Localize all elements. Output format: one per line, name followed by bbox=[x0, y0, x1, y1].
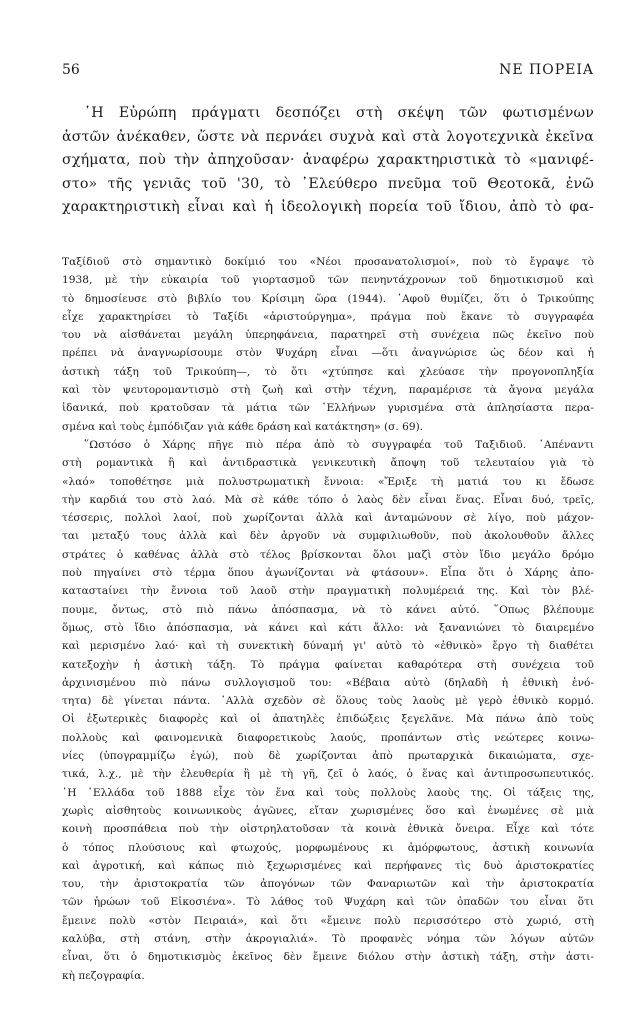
text-line: κοινὴ προσπάθεια ποὺ τὴν οἰστρηλατοῦσαν τὰ κοινὰ ἐθνικὰ ὄνειρα. Εἶχε καὶ τότε bbox=[62, 823, 594, 836]
text-line: τῶν ἡρώων τοῦ Εἰκοσιένα». Τὸ λάθος τοῦ Ψυχάρη καὶ τῶν ὀπαδῶν του εἶναι ὅτι bbox=[62, 896, 594, 909]
text-line: του νὰ αἰσθάνεται μεγάλη ὑπερηφάνεια, παρατηρεῖ στὴ συνέχεια πῶς ἐκεῖνο ποὺ bbox=[62, 329, 594, 342]
text-line: πολλοὺς καὶ φαινομενικὰ διαφορετικοὺς λαούς, προπάντων στὶς νεώτερες κοινω- bbox=[62, 731, 594, 744]
text-line: κὴ πεζογραφία. bbox=[62, 969, 145, 982]
text-line: τητα) δὲ γίνεται πάντα. ᾿Αλλὰ σχεδὸν σὲ ὅλους τοὺς λαοὺς μὲ γερὸ ἐθνικὸ κορμό. bbox=[62, 695, 594, 708]
text-line: ἔμεινε πολὺ «στὸν Πειραιά», καὶ ὅτι «ἔμεινε πολὺ περισσότερο στὸ χωριό, στὴ bbox=[62, 914, 594, 927]
text-line: Ταξίδιοῦ στὸ σημαντικὸ δοκίμιό του «Νέοι προσανατολισμοί», ποὺ τὸ ἔγραψε τὸ bbox=[62, 256, 594, 268]
text-line: καὶ ἀγροτική, καὶ κάπως πιὸ ξεχωρισμένες καὶ περήφανες τὶς δυὸ ἀριστοκρατίες bbox=[62, 859, 594, 872]
text-line: ὁ τόπος πλούσιους καὶ φτωχούς, μορφωμένους κι ἀμόρφωτους, ἀστικὴ κοινωνία bbox=[62, 841, 594, 854]
text-line: νίες (ὑπογραμμίζω ἐγώ), ποὺ δὲ χωρίζονται ἀπὸ πρωταρχικὰ δικαιώματα, σχε- bbox=[62, 750, 594, 763]
text-line: ἀστικὴ τάξη τοῦ Τρικούπη—, τὸ ὅτι «χτύπησε καὶ χλεύασε τὴν προγονοπληξία bbox=[62, 365, 594, 378]
text-line: τὸ δημοσίευσε στὸ βιβλίο του Κρίσιμη ὥρα (1944). ᾿Αφοῦ θυμίζει, ὅτι ὁ Τρικούπης bbox=[62, 292, 594, 305]
text-line: καὶ τὸν ψευτορομαντισμὸ στὴ ζωὴ καὶ στὴν τέχνη, παραμέρισε τὰ ἄγονα μεγάλα bbox=[62, 384, 594, 397]
text-line: καλύβα, στὴ στάνη, στὴν ἀκρογιαλιά». Τὸ προφανὲς νόημα τῶν λόγων αὐτῶν bbox=[62, 932, 594, 945]
page-number: 56 bbox=[62, 62, 80, 78]
body-text bbox=[62, 253, 594, 985]
text-line: τὴν καρδιά του στὸ λαό. Μὰ σὲ κάθε τόπο ὁ λαὸς δὲν εἶναι ἕνας. Εἶναι δυό, τρεῖς, bbox=[62, 493, 594, 506]
text-line: ἰδανικά, ποὺ κρατοῦσαν τὰ μάτια τῶν ῾Ελλήνων γυρισμένα στὰ ἀπλησίαστα περα- bbox=[62, 402, 594, 415]
text-line: «λαό» τοποθέτησε μιὰ πολυστρωματικὴ ἔννοια: «Ἔριξε τὴ ματιά του κι ἔδωσε bbox=[62, 475, 594, 488]
text-line: χωρὶς αἰσθητοὺς κοινωνικοὺς ἀγῶνες, εἴταν χωρισμένες ὅσο καὶ ἑνωμένες σὲ μιὰ bbox=[62, 804, 594, 817]
text-line: τικά, λ.χ., μὲ τὴν ἐλευθερία ἢ μὲ τὴ γῆ, ζεῖ ὁ λαός, ὁ ἕνας καὶ ἀντιπροσωπευτικός. bbox=[62, 768, 594, 781]
text-line: κατεξοχὴν ἡ ἀστικὴ τάξη. Τὸ πράγμα φαίνεται καθαρότερα στὴ συνέχεια τοῦ bbox=[62, 658, 594, 671]
text-line: σχήματα, ποὺ τὴν ἀπηχοῦσαν· ἀναφέρω χαρακτηριστικὰ τὸ «μανιφέ- bbox=[62, 152, 594, 168]
text-line: ῾Η ῾Ελλάδα τοῦ 1888 εἶχε τὸν ἕνα καὶ τοὺς πολλοὺς λαοὺς της. Οἱ τάξεις της, bbox=[62, 786, 594, 799]
text-line: ἀστῶν ἀνέκαθεν, ὥστε νὰ περνάει συχνὰ καὶ στὰ λογοτεχνικὰ ἐκεῖνα bbox=[62, 128, 594, 145]
text-line: τέσσερις, πολλοὶ λαοί, ποὺ χωρίζονται ἀλλὰ καὶ ἀνταμώνουν σὲ λίγο, ποὺ μάχον- bbox=[62, 512, 594, 525]
text-line: ῾Η Εὐρώπη πράγματι δεσπόζει στὴ σκέψη τῶν φωτισμένων bbox=[84, 105, 594, 121]
text-line: του, τὴν ἀριστοκρατία τῶν ἀπογόνων τῶν Φαναριωτῶν καὶ τὴν ἀριστοκρατία bbox=[62, 878, 594, 891]
page-header bbox=[62, 62, 594, 82]
text-line: ποὺ πηγαίνει στὸ τέρμα ὅπου ἀγωνίζονται νὰ φτάσουν». Εἶπα ὅτι ὁ Χάρης ἀπο- bbox=[62, 567, 594, 580]
text-line: καὶ μερισμένο λαό· καὶ τὴ συνεκτικὴ δύναμή γι' αὐτὸ τὸ «ἐθνικὸ» ἔργο τὴ διαθέτει bbox=[62, 640, 594, 653]
text-line: 1938, μὲ τὴν εὐκαιρία τοῦ γιορτασμοῦ τῶν πενηντάχρονων τοῦ δημοτικισμοῦ καὶ bbox=[62, 274, 594, 287]
text-line: καταστaίνει τὴν ἔννοια τοῦ λαοῦ στὴν πραγματικὴ πολυμέρειά της. Καὶ τὸν βλέ- bbox=[62, 585, 594, 598]
text-line: εἶχε χαρακτηρίσει τὸ Ταξίδι «ἀριστούργημα», πράγμα ποὺ ἔκανε τὸ συγγραφέα bbox=[62, 310, 594, 323]
text-line: Οἱ ἐξωτερικὲς διαφορὲς καὶ οἱ ἀπατηλὲς ἐπιδώξεις ξεγελᾶνε. Μὰ πάνω ἀπὸ τοὺς bbox=[62, 713, 594, 726]
text-line: ῞Ωστόσο ὁ Χάρης πῆγε πιὸ πέρα ἀπὸ τὸ συγγραφέα τοῦ Ταξιδιοῦ. ᾿Απέναντι bbox=[84, 438, 594, 451]
text-line: πρέπει νὰ ἀναγνωρίσουμε στὸν Ψυχάρη εἶναι —ὅτι ἀναγνώρισε ὡς δέον καὶ ἡ bbox=[62, 347, 594, 360]
text-line: ται μεταξύ τους ἀλλὰ καὶ δὲν ἀργοῦν νὰ συμφιλιωθοῦν, ποὺ ἀκολουθοῦν ἄλλες bbox=[62, 530, 594, 543]
text-line: χαρακτηριστικὴ εἶναι καὶ ἡ ἰδεολογικὴ πορεία τοῦ ἴδιου, ἀπὸ τὸ φα- bbox=[62, 199, 594, 215]
text-line: ἀρχινισμένου πιὸ πάνω συλλογισμοῦ του: «Βέβαια αὐτὸ (δηλαδὴ ἡ ἐθνικὴ ἑνό- bbox=[62, 676, 594, 689]
text-line: πουμε, ὄντως, στὸ πιὸ πάνω ἀπόσπασμα, νὰ τὸ κάνει αὐτό. ῞Οπως βλέπουμε bbox=[62, 603, 594, 616]
text-line: εἶναι, ὅτι ὁ δημοτικισμὸς ἐκεῖνος δὲν ἔμεινε διόλου στὴν ἀστικὴ τάξη, στὴν ἀστι- bbox=[62, 951, 594, 964]
text-line: στὴ ρομαντικὰ ἢ καὶ ἀντιδραστικὰ γενικευτικὴ ἄποψη τοῦ τελευταίου γιὰ τὸ bbox=[62, 457, 594, 470]
text-line: στο» τῆς γενιᾶς τοῦ '30, τὸ ᾿Ελεύθερο πνεῦμα τοῦ Θεοτοκᾶ, ἐνῶ bbox=[62, 175, 594, 192]
text-line: σμένα καὶ τοὺς ἐμπόδιζαν γιὰ κάθε δράση καὶ κατάκτηση» (σ. 69). bbox=[62, 420, 424, 433]
running-title: ΝΕ ΠΟΡΕΙΑ bbox=[499, 62, 594, 78]
text-line: ὅμως, στὸ ἴδιο ἀπόσπασμα, νὰ κάνει καὶ κάτι ἄλλο: νὰ ξανανιώνει τὸ διαιρεμένο bbox=[62, 621, 594, 634]
main-paragraph bbox=[62, 102, 594, 220]
text-line: στράτες ὁ καθένας ἀλλὰ στὸ τέλος βρίσκονται ὅλοι μαζὶ στὸν ἴδιο μεγάλο δρόμο bbox=[62, 548, 594, 561]
